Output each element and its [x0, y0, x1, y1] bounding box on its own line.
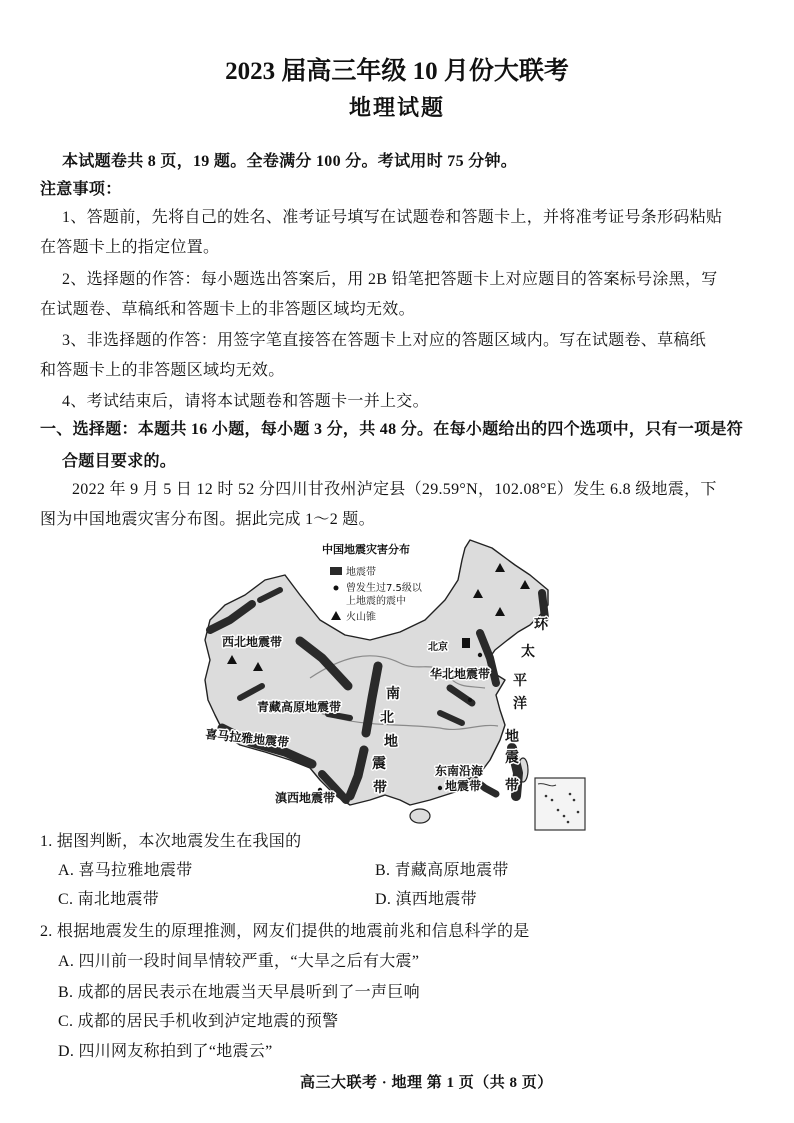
label-qinghai-tibet-belt: 青藏高原地震带 — [257, 700, 342, 714]
notice-heading: 注意事项： — [40, 181, 122, 198]
exam-title: 2023 届高三年级 10 月份大联考 — [225, 58, 569, 85]
label-pacific-char: 环 — [534, 617, 548, 633]
inset-island-dot — [557, 809, 560, 812]
exam-intro: 本试题卷共 8 页，19 题。全卷满分 100 分。考试用时 75 分钟。 — [62, 153, 518, 170]
notice-item-2-line-2: 在试题卷、草稿纸和答题卡上的非答题区域均无效。 — [40, 301, 415, 318]
legend-belt-swatch — [330, 567, 342, 575]
inset-island-dot — [563, 815, 566, 818]
legend-epicenter-label-line-1: 曾发生过7.5级以 — [346, 583, 422, 594]
question-1-option-a: A. 喜马拉雅地震带 — [58, 862, 193, 879]
notice-item-3-line-2: 和答题卡上的非答题区域均无效。 — [40, 362, 285, 379]
page-footer: 高三大联考 · 地理 第 1 页（共 8 页） — [300, 1075, 553, 1091]
question-1-option-b: B. 青藏高原地震带 — [375, 862, 509, 879]
label-north-south-char: 带 — [373, 780, 387, 796]
inset-island-dot — [569, 793, 572, 796]
label-north-south-char: 地 — [384, 734, 398, 750]
label-north-south-char: 震 — [372, 756, 386, 772]
map-figure — [200, 538, 595, 833]
inset-island-dot — [573, 799, 576, 802]
label-southeast-belt-line-2: 地震带 — [445, 779, 482, 793]
question-2-option-a: A. 四川前一段时间旱情较严重，“大旱之后有大震” — [58, 953, 420, 970]
label-beijing: 北京 — [428, 642, 448, 653]
label-north-south-char: 南 — [386, 686, 400, 702]
exam-subject: 地理试题 — [348, 95, 445, 120]
label-pacific-char: 平 — [513, 673, 527, 689]
hainan-island — [410, 809, 430, 823]
question-2-option-b: B. 成都的居民表示在地震当天早晨听到了一声巨响 — [58, 984, 420, 1001]
label-northwest-belt: 西北地震带 — [222, 635, 283, 649]
section-heading-line-2: 合题目要求的。 — [62, 453, 177, 470]
earthquake-belt-qinghai-tibet-east — [328, 714, 350, 718]
label-yunnan-west-belt: 滇西地震带 — [275, 791, 336, 805]
question-stem-line-2: 图为中国地震灾害分布图。据此完成 1～2 题。 — [40, 511, 375, 528]
beijing-marker — [462, 638, 470, 648]
earthquake-belt-pacific-northeast — [542, 593, 545, 618]
inset-island-dot — [567, 821, 570, 824]
question-stem-line-1: 2022 年 9 月 5 日 12 时 52 分四川甘孜州泸定县（29.59°N，102.08°E）发生 6.8 级地震，下 — [72, 481, 717, 498]
inset-frame — [535, 778, 585, 830]
legend-epicenter-dot — [334, 586, 339, 591]
question-1-option-d: D. 滇西地震带 — [375, 891, 477, 908]
inset-island-dot — [551, 799, 554, 802]
legend-volcano-label: 火山锥 — [346, 612, 376, 623]
question-2-option-c: C. 成都的居民手机收到泸定地震的预警 — [58, 1013, 339, 1030]
inset-island-dot — [577, 811, 580, 814]
question-2-stem: 2. 根据地震发生的原理推测，网友们提供的地震前兆和信息科学的是 — [40, 923, 530, 940]
notice-item-4-line-1: 4、考试结束后，请将本试题卷和答题卡一并上交。 — [62, 393, 429, 410]
notice-item-1-line-2: 在答题卡上的指定位置。 — [40, 239, 220, 256]
section-heading-line-1: 一、选择题：本题共 16 小题，每小题 3 分，共 48 分。在每小题给出的四个选项中，只有一项是符 — [40, 421, 744, 438]
epicenter-dot — [478, 653, 482, 657]
label-pacific-char: 带 — [505, 778, 519, 794]
notice-item-2-line-1: 2、选择题的作答：每小题选出答案后，用 2B 铅笔把答题卡上对应题目的答案标号涂黑，写 — [62, 271, 718, 288]
south-china-sea-inset — [535, 778, 585, 830]
question-1-option-c: C. 南北地震带 — [58, 891, 160, 908]
label-southeast-belt-line-1: 东南沿海 — [435, 764, 484, 778]
notice-item-1-line-1: 1、答题前，先将自己的姓名、准考证号填写在试题卷和答题卡上，并将准考证号条形码粘贴 — [62, 209, 723, 226]
label-north-china-belt: 华北地震带 — [430, 667, 491, 681]
label-pacific-char: 洋 — [513, 696, 527, 712]
question-2-option-d: D. 四川网友称拍到了“地震云” — [58, 1043, 273, 1060]
epicenter-dot — [438, 786, 442, 790]
epicenter-dot — [468, 698, 472, 702]
label-pacific-char: 震 — [505, 750, 519, 766]
label-pacific-char: 太 — [521, 644, 535, 660]
label-himalaya-belt: 喜马拉雅地震带 — [204, 727, 290, 750]
notice-item-3-line-1: 3、非选择题的作答：用签字笔直接答在答题卡上对应的答题区域内。写在试题卷、草稿纸 — [62, 332, 707, 349]
china-earthquake-map — [200, 538, 595, 833]
inset-island-dot — [545, 795, 548, 798]
legend-epicenter-label-line-2: 上地震的震中 — [346, 596, 406, 607]
label-pacific-char: 地 — [505, 729, 519, 745]
question-1-stem: 1. 据图判断，本次地震发生在我国的 — [40, 833, 302, 850]
label-north-south-char: 北 — [380, 710, 394, 726]
legend-belt-label: 地震带 — [346, 567, 376, 578]
map-title: 中国地震灾害分布 — [322, 543, 410, 556]
